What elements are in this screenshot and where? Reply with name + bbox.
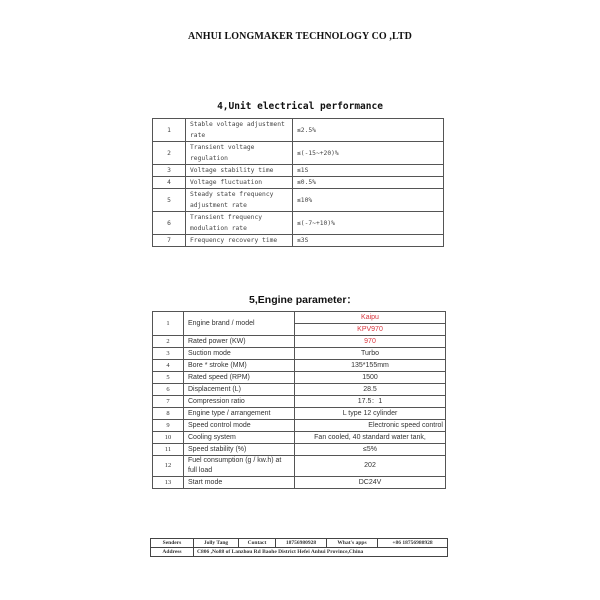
parameter-value: ≤2.5%: [293, 119, 444, 142]
parameter-name: Engine brand / model: [184, 312, 295, 336]
senders-label: Senders: [151, 539, 194, 548]
parameter-name: Rated speed (RPM): [184, 372, 295, 384]
table-row: [153, 235, 444, 247]
table-row: [153, 189, 444, 212]
row-number: 2: [153, 142, 186, 165]
parameter-value: L type 12 cylinder: [295, 408, 446, 420]
parameter-value: ≤(-7~+10)%: [293, 212, 444, 235]
row-number: 1: [153, 119, 186, 142]
parameter-name: Voltage stability time: [186, 165, 293, 177]
parameter-name: Speed stability (%): [184, 444, 295, 456]
parameter-name: Frequency recovery time: [186, 235, 293, 247]
row-number: 8: [153, 408, 184, 420]
parameter-value: 28.5: [295, 384, 446, 396]
table-row: [153, 396, 446, 408]
table-row: [153, 372, 446, 384]
row-number: 2: [153, 336, 184, 348]
parameter-value: 135*155mm: [295, 360, 446, 372]
whatsapp-label: What's apps: [327, 539, 378, 548]
parameter-name: Steady state frequency adjustment rate: [186, 189, 293, 212]
address-value: C806 ,No88 of Lanzhou Rd Baohe District Hefei Anhui Province,China: [194, 548, 448, 557]
row-number: 7: [153, 235, 186, 247]
table-row: [153, 420, 446, 432]
whatsapp-value: +86 18756980928: [378, 539, 448, 548]
table-row: [153, 408, 446, 420]
table-row: [153, 336, 446, 348]
parameter-name: Transient voltage regulation: [186, 142, 293, 165]
row-number: 11: [153, 444, 184, 456]
row-number: 9: [153, 420, 184, 432]
parameter-name: Stable voltage adjustment rate: [186, 119, 293, 142]
address-row: [151, 548, 448, 557]
parameter-value: ≤10%: [293, 189, 444, 212]
table-row: [153, 212, 444, 235]
parameter-name: Engine type / arrangement: [184, 408, 295, 420]
table-row: [153, 348, 446, 360]
table-row: [153, 312, 446, 324]
row-number: 5: [153, 372, 184, 384]
table-row: [153, 119, 444, 142]
parameter-value: ≤3S: [293, 235, 444, 247]
table-row: [153, 142, 444, 165]
parameter-name: Compression ratio: [184, 396, 295, 408]
parameter-name: Bore * stroke (MM): [184, 360, 295, 372]
table-row: [153, 477, 446, 489]
parameter-name: Start mode: [184, 477, 295, 489]
table-row: [153, 456, 446, 477]
table-row: [153, 177, 444, 189]
parameter-value: 1500: [295, 372, 446, 384]
engine-brand-value: Kaipu: [295, 312, 446, 324]
contact-row: [151, 539, 448, 548]
senders-value: Jolly Tang: [194, 539, 239, 548]
table-row: [153, 384, 446, 396]
row-number: 3: [153, 348, 184, 360]
row-number: 6: [153, 384, 184, 396]
company-name: ANHUI LONGMAKER TECHNOLOGY CO ,LTD: [188, 31, 412, 42]
parameter-name: Speed control mode: [184, 420, 295, 432]
parameter-name: Rated power (KW): [184, 336, 295, 348]
parameter-name: Fuel consumption (g / kw.h) at full load: [184, 456, 295, 477]
parameter-value: Fan cooled, 40 standard water tank,: [295, 432, 446, 444]
parameter-value: 970: [295, 336, 446, 348]
row-number: 13: [153, 477, 184, 489]
row-number: 10: [153, 432, 184, 444]
parameter-name: Suction mode: [184, 348, 295, 360]
parameter-name: Voltage fluctuation: [186, 177, 293, 189]
contact-label: Contact: [239, 539, 276, 548]
row-number: 7: [153, 396, 184, 408]
parameter-value: Turbo: [295, 348, 446, 360]
section-5-title: 5,Engine parameter：: [249, 294, 357, 306]
parameter-value: 17.5：1: [295, 396, 446, 408]
engine-parameter-table: [152, 311, 446, 489]
parameter-value: ≤(-15~+20)%: [293, 142, 444, 165]
table-row: [153, 444, 446, 456]
parameter-value: 202: [295, 456, 446, 477]
row-number: 1: [153, 312, 184, 336]
parameter-value: ≤5%: [295, 444, 446, 456]
row-number: 4: [153, 360, 184, 372]
address-label: Address: [151, 548, 194, 557]
table-row: [153, 165, 444, 177]
table-row: [153, 360, 446, 372]
electrical-performance-table: [152, 118, 444, 247]
section-4-title: 4,Unit electrical performance: [217, 101, 383, 112]
contact-table: [150, 538, 448, 557]
parameter-value: DC24V: [295, 477, 446, 489]
row-number: 6: [153, 212, 186, 235]
parameter-name: Cooling system: [184, 432, 295, 444]
parameter-value: Electronic speed control: [295, 420, 446, 432]
parameter-value: ≤0.5%: [293, 177, 444, 189]
parameter-value: ≤1S: [293, 165, 444, 177]
row-number: 12: [153, 456, 184, 477]
row-number: 3: [153, 165, 186, 177]
parameter-name: Transient frequency modulation rate: [186, 212, 293, 235]
row-number: 5: [153, 189, 186, 212]
parameter-name: Displacement (L): [184, 384, 295, 396]
engine-model-value: KPV970: [295, 324, 446, 336]
contact-value: 18756980928: [276, 539, 327, 548]
table-row: [153, 432, 446, 444]
row-number: 4: [153, 177, 186, 189]
